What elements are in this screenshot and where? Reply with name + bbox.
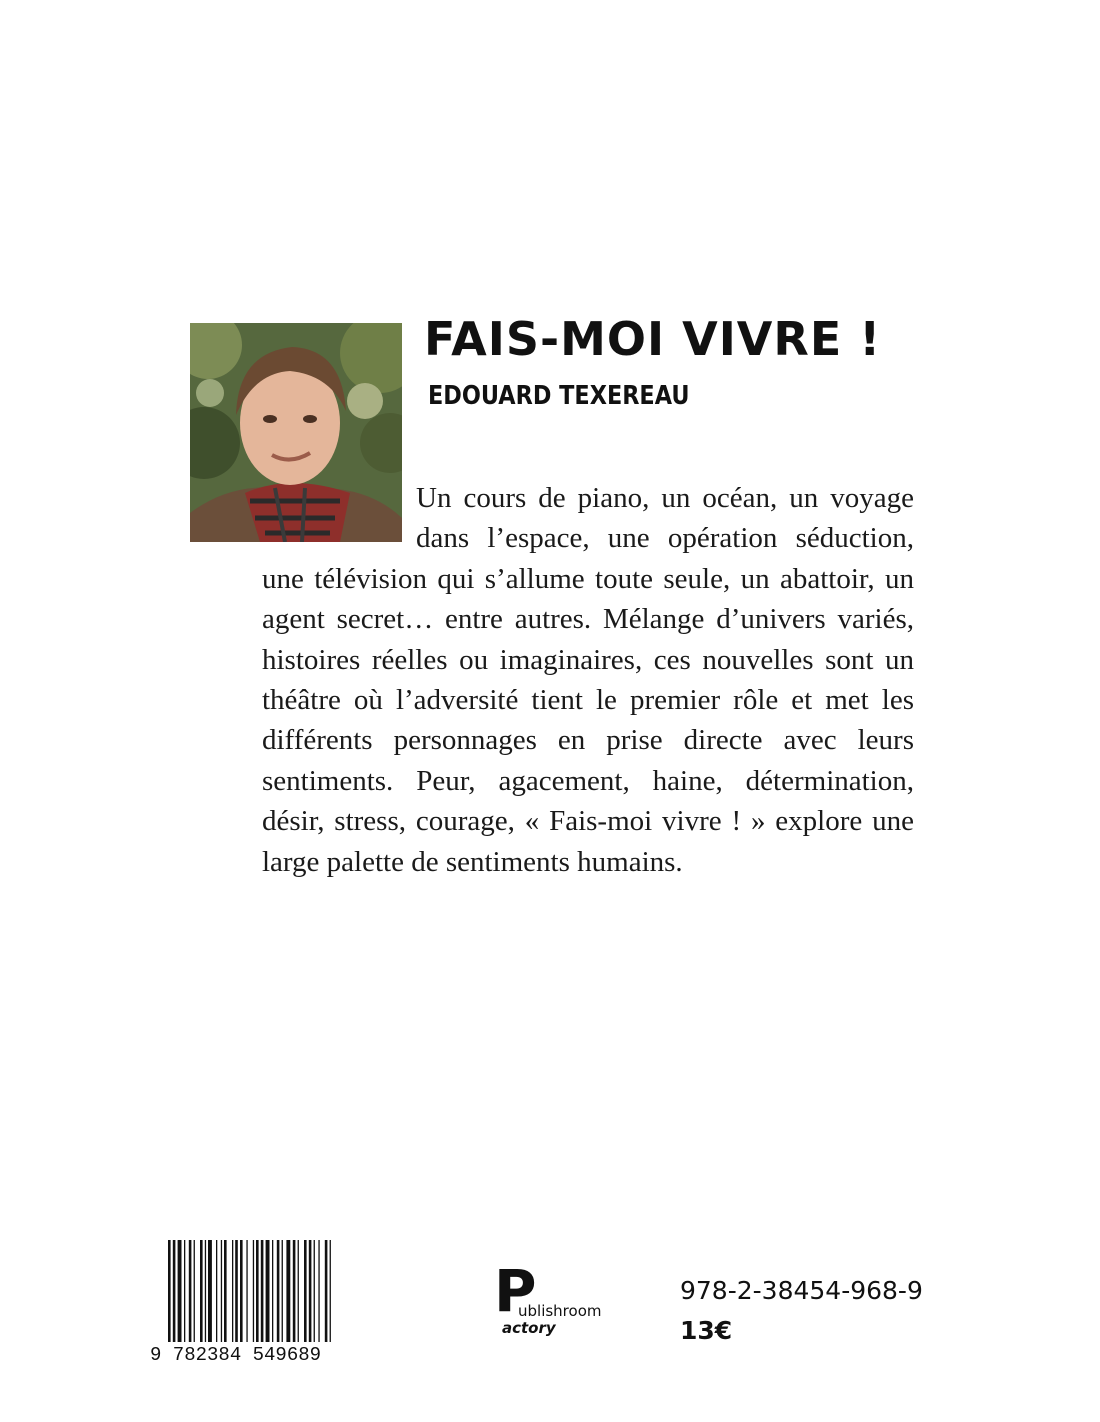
author-name: EDOUARD TEXEREAU xyxy=(428,381,690,411)
publisher-logo-bottom: actory xyxy=(502,1319,556,1337)
barcode-bars xyxy=(150,1240,378,1342)
photo-wrap-spacer xyxy=(262,478,416,558)
blurb-text: Un cours de piano, un océan, un voyage dans l’espace, une opération séduction, une télévision qui s’allume toute seule, un abattoir, un agent secret… entre autres. Mélange d’univers variés, histoires réelles ou imaginaires, ces nouvelles sont un théâtre où l’adversité tient le premier rôle et met les différents personnages en prise directe avec leurs sentiments. Peur, agacement, haine, détermination, désir, stress, courage, « Fais-moi vivre ! » explore une large palette de sentiments humains. xyxy=(262,482,914,878)
publisher-logo xyxy=(494,1257,614,1342)
price: 13€ xyxy=(680,1316,733,1345)
isbn-barcode xyxy=(150,1240,378,1368)
book-title: FAIS-MOI VIVRE ! xyxy=(424,312,882,366)
isbn-number: 978-2-38454-968-9 xyxy=(680,1276,923,1305)
publisher-logo-letter: P xyxy=(494,1257,537,1325)
barcode-digits: 9 782384 549689 xyxy=(150,1344,322,1366)
publisher-logo-top: ublishroom xyxy=(518,1302,602,1320)
back-cover-blurb xyxy=(262,478,914,882)
